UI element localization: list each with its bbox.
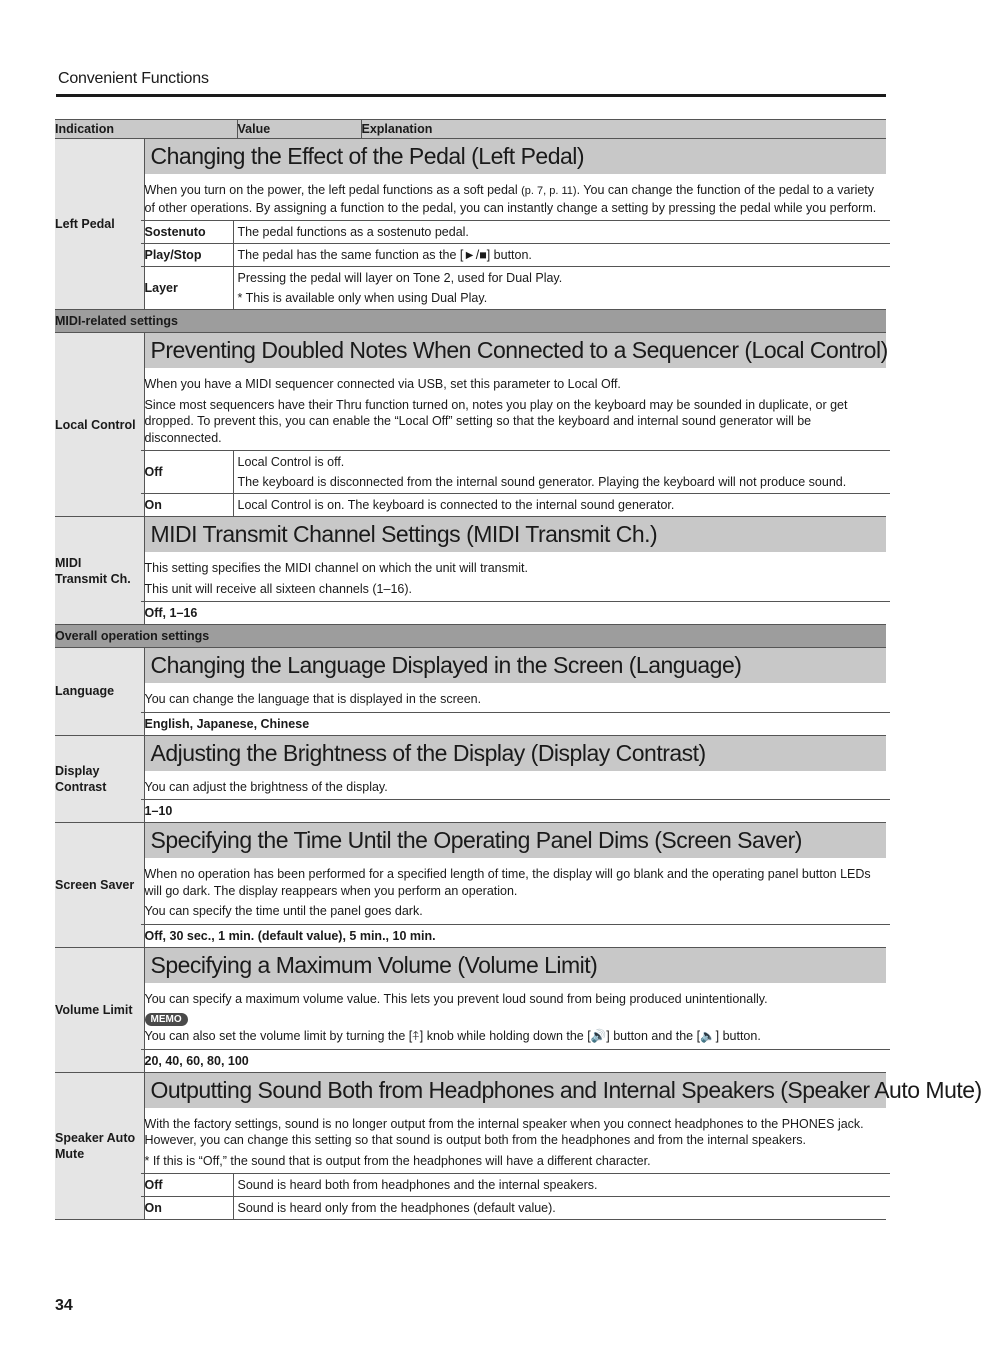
chapter-title: Convenient Functions — [58, 70, 209, 87]
indication-local-control: Local Control — [55, 333, 144, 517]
value-list: 1–10 — [141, 799, 891, 822]
content-local-control — [144, 333, 886, 517]
section-title: MIDI Transmit Channel Settings (MIDI Transmit Ch.) — [145, 517, 887, 552]
section-label: Overall operation settings — [55, 625, 886, 648]
description: You can adjust the brightness of the display. — [144, 779, 388, 794]
content-screen-saver — [144, 823, 886, 948]
row-midi-transmit-ch — [55, 517, 886, 625]
value-list: English, Japanese, Chinese — [141, 712, 891, 735]
description: When no operation has been performed for a specified length of time, the display will go blank and the operating panel button LEDs will go dark. The display reappears when you perform an operation. — [144, 867, 871, 898]
option-note: * This is available only when using Dual Play. — [237, 291, 488, 305]
option-name: On — [141, 494, 234, 517]
option-row — [141, 267, 891, 310]
options-table — [141, 220, 891, 309]
section-overall-operation — [55, 625, 886, 648]
option-text: Local Control is off. The keyboard is disconnected from the internal sound generator. Playing the keyboard will not produce sound. — [233, 451, 890, 494]
section-title: Specifying a Maximum Volume (Volume Limit) — [145, 948, 887, 983]
content-display-contrast — [144, 735, 886, 823]
option-row — [141, 451, 891, 494]
page-number: 34 — [55, 1297, 73, 1314]
indication-left-pedal: Left Pedal — [55, 139, 144, 310]
description: You can change the language that is displayed in the screen. — [144, 692, 482, 706]
memo-badge: MEMO — [145, 1013, 188, 1026]
description: This unit will receive all sixteen channels (1–16). — [144, 581, 412, 596]
option-name: Layer — [141, 267, 234, 310]
description: You can specify a maximum volume value. This lets you prevent loud sound from being produced unintentionally. — [144, 991, 768, 1006]
option-name: Off — [141, 451, 234, 494]
option-name: On — [141, 1197, 234, 1220]
column-header-row — [55, 120, 886, 139]
description: This setting specifies the MIDI channel on which the unit will transmit. — [144, 561, 529, 575]
options-table — [141, 450, 891, 516]
option-text: The pedal functions as a sostenuto pedal. — [233, 221, 890, 244]
option-name: Sostenuto — [141, 221, 234, 244]
value-list: 20, 40, 60, 80, 100 — [141, 1049, 891, 1072]
content-left-pedal — [144, 139, 886, 310]
row-left-pedal — [55, 139, 886, 310]
row-language — [55, 648, 886, 736]
description: When you turn on the power, the left pedal functions as a soft pedal (p. 7, p. 11). You can change the function of the pedal to a variety of other operations. By assigning a function to the pedal, you can instantly change a setting by pressing the pedal while you perform. — [144, 183, 877, 215]
row-display-contrast — [55, 735, 886, 823]
indication-midi-transmit-ch: MIDI Transmit Ch. — [55, 517, 144, 625]
content-speaker-auto-mute — [144, 1072, 982, 1220]
section-midi-related — [55, 310, 886, 333]
section-title: Outputting Sound Both from Headphones and Internal Speakers (Speaker Auto Mute) — [145, 1073, 887, 1108]
option-text: Local Control is on. The keyboard is connected to the internal sound generator. — [233, 494, 890, 517]
option-row — [141, 1174, 891, 1197]
note: * If this is “Off,” the sound that is output from the headphones will have a different character. — [144, 1153, 651, 1168]
section-title: Specifying the Time Until the Operating Panel Dims (Screen Saver) — [145, 823, 887, 858]
description: When you have a MIDI sequencer connected via USB, set this parameter to Local Off. — [144, 377, 621, 391]
indication-speaker-auto-mute: Speaker Auto Mute — [55, 1072, 144, 1220]
column-header-indication: Indication — [55, 120, 237, 139]
option-row — [141, 244, 891, 267]
section-label: MIDI-related settings — [55, 310, 886, 333]
section-title: Changing the Language Displayed in the Screen (Language) — [145, 648, 887, 683]
description: With the factory settings, sound is no longer output from the internal speaker when you connect headphones to the PHONES jack. However, you can change this setting so that sound is output both from the headphones and from the internal speakers. — [144, 1116, 864, 1147]
options-table — [141, 1173, 891, 1219]
column-header-explanation: Explanation — [361, 120, 886, 139]
option-text: Pressing the pedal will layer on Tone 2, used for Dual Play. * This is available only when using Dual Play. — [233, 267, 890, 310]
settings-table — [55, 119, 982, 1220]
row-screen-saver — [55, 823, 886, 948]
section-title: Changing the Effect of the Pedal (Left Pedal) — [145, 139, 887, 174]
indication-display-contrast: Display Contrast — [55, 735, 144, 823]
description: You can specify the time until the panel goes dark. — [144, 904, 423, 918]
section-title: Preventing Doubled Notes When Connected to a Sequencer (Local Control) — [145, 333, 887, 368]
option-row — [141, 494, 891, 517]
option-text: The pedal has the same function as the [►/■] button. — [233, 244, 890, 267]
option-text: Sound is heard only from the headphones (default value). — [233, 1197, 890, 1220]
row-volume-limit — [55, 947, 886, 1072]
option-row — [141, 1197, 891, 1220]
option-text: Sound is heard both from headphones and the internal speakers. — [233, 1174, 890, 1197]
option-row — [141, 221, 891, 244]
option-name: Off — [141, 1174, 234, 1197]
memo-text: You can also set the volume limit by turning the [⍏] knob while holding down the [🔊] button and the [🔈] button. — [144, 1029, 761, 1043]
indication-language: Language — [55, 648, 144, 736]
content-language — [144, 648, 886, 736]
page-reference: (p. 7, p. 11) — [521, 185, 577, 197]
indication-screen-saver: Screen Saver — [55, 823, 144, 948]
column-header-value: Value — [237, 120, 361, 139]
option-name: Play/Stop — [141, 244, 234, 267]
content-volume-limit — [144, 947, 886, 1072]
page-header — [56, 66, 886, 97]
content-midi-transmit-ch — [144, 517, 886, 625]
description: Since most sequencers have their Thru function turned on, notes you play on the keyboard may be sounded in duplicate, or get dropped. To prevent this, you can enable the “Local Off” setting so that the keyboard and internal sound generator will be disconnected. — [144, 397, 848, 445]
indication-volume-limit: Volume Limit — [55, 947, 144, 1072]
row-local-control — [55, 333, 886, 517]
value-list: Off, 30 sec., 1 min. (default value), 5 min., 10 min. — [141, 924, 891, 947]
row-speaker-auto-mute — [55, 1072, 886, 1220]
value-list: Off, 1–16 — [141, 601, 891, 624]
section-title: Adjusting the Brightness of the Display (Display Contrast) — [145, 736, 887, 771]
